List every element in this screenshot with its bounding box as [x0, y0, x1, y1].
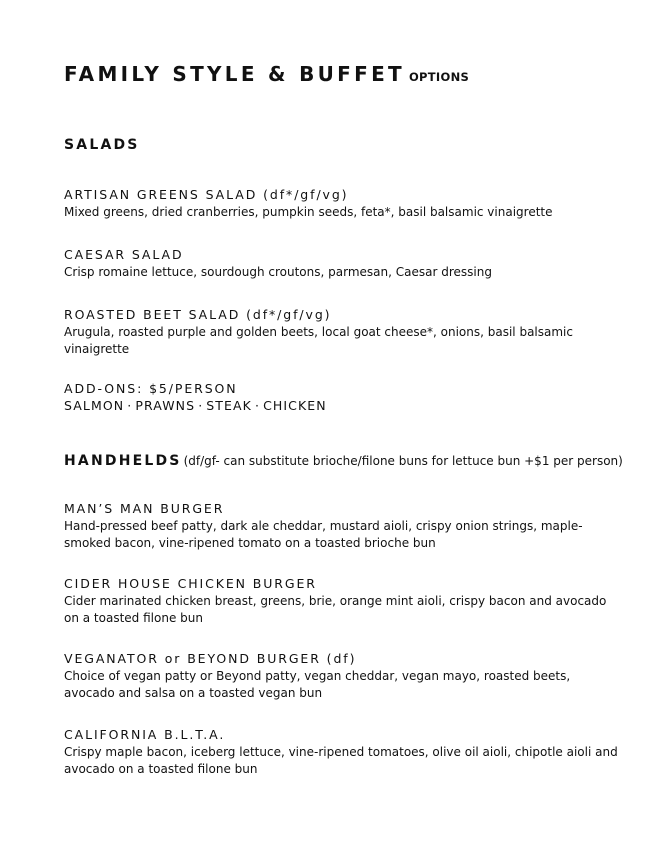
- section-heading-handhelds: [64, 453, 623, 469]
- menu-item-california-blta: [64, 726, 620, 778]
- menu-item-artisan-greens-salad: [64, 186, 620, 221]
- handhelds-note: (df/gf- can substitute brioche/filone buns for lettuce bun +$1 per person): [183, 454, 623, 468]
- item-description: Choice of vegan patty or Beyond patty, vegan cheddar, vegan mayo, roasted beets, avocado and salsa on a toasted vegan bun: [64, 669, 571, 700]
- item-name: VEGANATOR or BEYOND BURGER (df): [64, 651, 357, 666]
- item-name: ARTISAN GREENS SALAD (df*/gf/vg): [64, 187, 349, 202]
- addon-separator: ·: [198, 398, 204, 413]
- item-name: MAN’S MAN BURGER: [64, 501, 225, 516]
- addon-separator: ·: [254, 398, 261, 413]
- item-name: ROASTED BEET SALAD (df*/gf/vg): [64, 307, 332, 322]
- menu-item-roasted-beet-salad: [64, 306, 620, 358]
- item-description: Hand-pressed beef patty, dark ale cheddar, mustard aioli, crispy onion strings, maple-smoked bacon, vine-ripened tomato on a toasted brioche bun: [64, 519, 583, 550]
- item-description: Crisp romaine lettuce, sourdough croutons, parmesan, Caesar dressing: [64, 265, 492, 279]
- menu-title-suffix: OPTIONS: [408, 70, 470, 84]
- item-name: CIDER HOUSE CHICKEN BURGER: [64, 576, 317, 591]
- addon-option: PRAWNS: [135, 398, 196, 413]
- salad-addons: [64, 380, 620, 414]
- item-description: Mixed greens, dried cranberries, pumpkin seeds, feta*, basil balsamic vinaigrette: [64, 205, 553, 219]
- item-description: Arugula, roasted purple and golden beets, local goat cheese*, onions, basil balsamic vinaigrette: [64, 325, 573, 356]
- addons-list: [64, 397, 620, 414]
- addon-separator: ·: [127, 398, 133, 413]
- addon-option: STEAK: [206, 398, 252, 413]
- menu-item-mans-man-burger: [64, 500, 620, 552]
- item-description: Cider marinated chicken breast, greens, brie, orange mint aioli, crispy bacon and avocado on a toasted filone bun: [64, 594, 607, 625]
- addon-option: CHICKEN: [263, 398, 327, 413]
- menu-item-caesar-salad: [64, 246, 620, 281]
- item-description: Crispy maple bacon, iceberg lettuce, vine-ripened tomatoes, olive oil aioli, chipotle aioli and avocado on a toasted filone bun: [64, 745, 618, 776]
- addon-option: SALMON: [64, 398, 125, 413]
- salads-heading: SALADS: [64, 137, 140, 153]
- section-heading-salads: [64, 137, 140, 153]
- item-name: CAESAR SALAD: [64, 247, 184, 262]
- addons-label: ADD-ONS: $5/PERSON: [64, 381, 238, 396]
- menu-item-cider-house-chicken-burger: [64, 575, 620, 627]
- item-name: CALIFORNIA B.L.T.A.: [64, 727, 226, 742]
- page-title: [64, 62, 469, 86]
- menu-item-veganator-burger: [64, 650, 620, 702]
- menu-title: FAMILY STYLE & BUFFET: [64, 62, 405, 86]
- handhelds-heading: HANDHELDS: [64, 453, 182, 469]
